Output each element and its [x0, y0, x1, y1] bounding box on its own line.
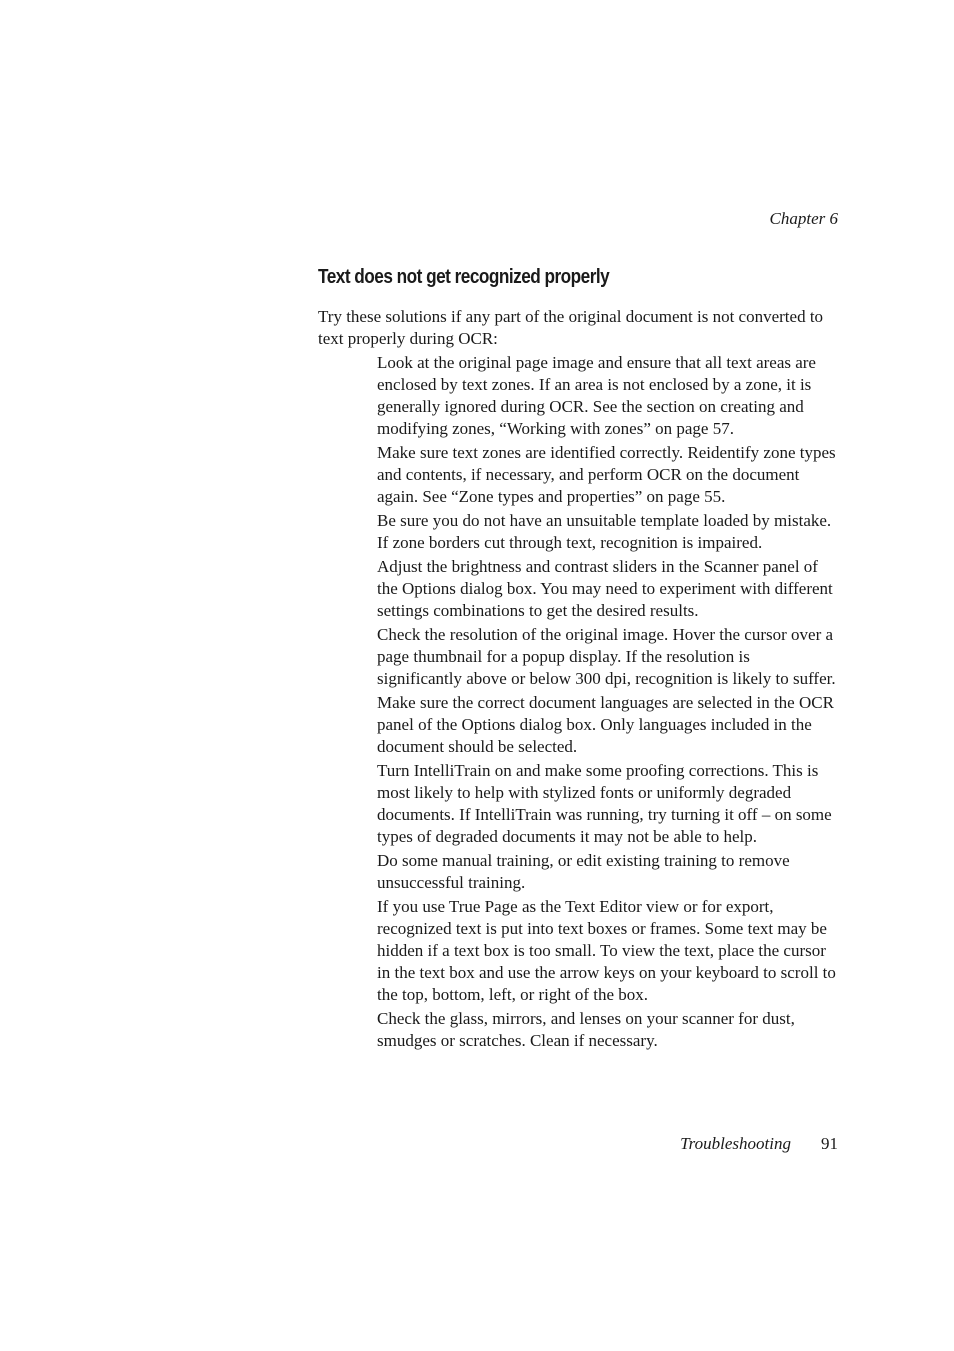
intro-paragraph: Try these solutions if any part of the original document is not converted to text properly during OCR: — [318, 307, 824, 348]
solution-item: If you use True Page as the Text Editor view or for export, recognized text is put into text boxes or frames. Some text may be hidden if a text box is too small. To view the text, place the cursor in the text box and use the arrow keys on your keyboard to scroll to the top, bottom, left, or right of the box. — [377, 897, 836, 1004]
page-footer — [680, 1133, 838, 1155]
solution-item: Make sure text zones are identified correctly. Reidentify zone types and contents, if necessary, and perform OCR on the document again. See “Zone types and properties” on page 55. — [377, 443, 836, 506]
footer-section-name: Troubleshooting — [680, 1134, 791, 1153]
solution-item: Be sure you do not have an unsuitable template loaded by mistake. If zone borders cut through text, recognition is impaired. — [377, 511, 832, 552]
solution-item: Look at the original page image and ensure that all text areas are enclosed by text zones. If an area is not enclosed by a zone, it is generally ignored during OCR. See the section on creating and modifying zones, “Working with zones” on page 57. — [377, 353, 816, 438]
solution-item: Check the glass, mirrors, and lenses on your scanner for dust, smudges or scratches. Clean if necessary. — [377, 1009, 795, 1050]
solutions-list — [377, 352, 839, 1054]
section-heading: Text does not get recognized properly — [318, 266, 610, 288]
solution-item: Adjust the brightness and contrast sliders in the Scanner panel of the Options dialog box. You may need to experiment with different settings combinations to get the desired results. — [377, 557, 833, 620]
page-number: 91 — [821, 1134, 838, 1153]
solution-item: Make sure the correct document languages are selected in the OCR panel of the Options dialog box. Only languages included in the document should be selected. — [377, 693, 834, 756]
solution-item: Check the resolution of the original image. Hover the cursor over a page thumbnail for a popup display. If the resolution is significantly above or below 300 dpi, recognition is likely to suffer. — [377, 625, 836, 688]
solution-item: Turn IntelliTrain on and make some proofing corrections. This is most likely to help with stylized fonts or uniformly degraded documents. If IntelliTrain was running, try turning it off – on some types of degraded documents it may not be able to help. — [377, 761, 832, 846]
solution-item: Do some manual training, or edit existing training to remove unsuccessful training. — [377, 851, 790, 892]
chapter-header: Chapter 6 — [769, 209, 838, 228]
